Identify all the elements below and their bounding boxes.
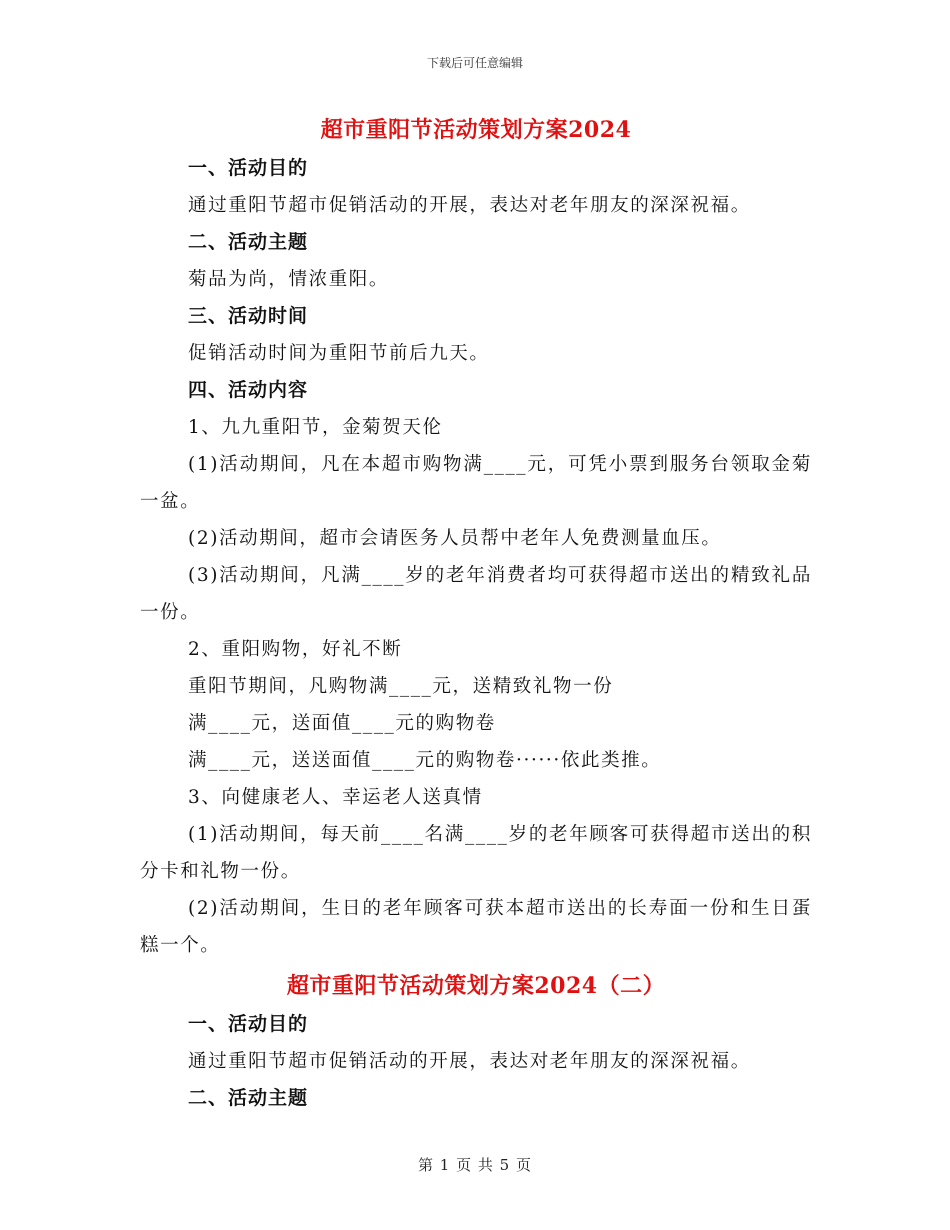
subheading-seniors: 3、向健康老人、幸运老人送真情 (188, 787, 483, 808)
list-item: (1)活动期间，凡在本超市购物满____元，可凭小票到服务台领取金菊一盆。 (140, 454, 812, 512)
paragraph-purpose: 通过重阳节超市促销活动的开展，表达对老年朋友的深深祝福。 (188, 1051, 751, 1072)
subheading-gifts: 2、重阳购物，好礼不断 (188, 639, 403, 660)
section-heading-content: 四、活动内容 (188, 379, 309, 401)
list-item: (2)活动期间，生日的老年顾客可获本超市送出的长寿面一份和生日蛋糕一个。 (140, 898, 812, 956)
document-title-part-two: 超市重阳节活动策划方案2024（二） (286, 973, 666, 999)
list-item: 满____元，送面值____元的购物卷 (188, 713, 496, 734)
section-heading-theme: 二、活动主题 (188, 1087, 309, 1109)
section-heading-purpose: 一、活动目的 (188, 157, 309, 179)
list-item: (2)活动期间，超市会请医务人员帮中老年人免费测量血压。 (188, 528, 722, 549)
paragraph-theme: 菊品为尚，情浓重阳。 (188, 269, 390, 290)
list-item: 重阳节期间，凡购物满____元，送精致礼物一份 (188, 676, 614, 697)
list-item: (1)活动期间，每天前____名满____岁的老年顾客可获得超市送出的积分卡和礼物一份。 (140, 824, 812, 882)
section-heading-theme: 二、活动主题 (188, 231, 309, 253)
section-heading-purpose: 一、活动目的 (188, 1013, 309, 1035)
document-body (140, 110, 812, 1117)
section-heading-time: 三、活动时间 (188, 305, 309, 327)
page-number: 第 1 页 共 5 页 (418, 1156, 532, 1174)
document-title: 超市重阳节活动策划方案2024 (320, 117, 632, 143)
list-item: 满____元，送送面值____元的购物卷······依此类推。 (188, 750, 662, 771)
list-item: (3)活动期间，凡满____岁的老年消费者均可获得超市送出的精致礼品一份。 (140, 565, 812, 623)
header-note: 下载后可任意编辑 (426, 56, 523, 70)
subheading-chrysanthemum: 1、九九重阳节，金菊贺天伦 (188, 417, 443, 438)
paragraph-time: 促销活动时间为重阳节前后九天。 (188, 343, 490, 364)
paragraph-purpose: 通过重阳节超市促销活动的开展，表达对老年朋友的深深祝福。 (188, 195, 751, 216)
